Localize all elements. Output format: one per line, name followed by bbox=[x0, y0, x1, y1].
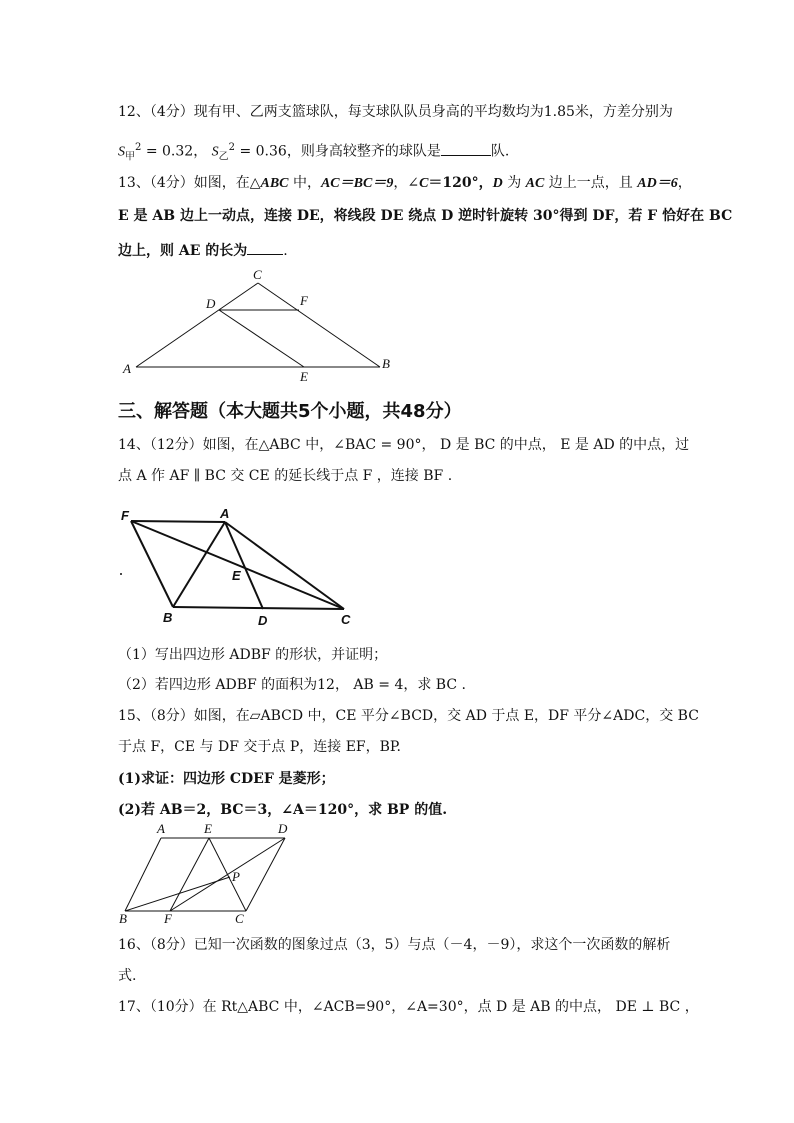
q14-part2: （2）若四边形 ADBF 的面积为12， AB = 4，求 BC . bbox=[118, 677, 466, 693]
fig13-label-a: A bbox=[123, 361, 131, 376]
fig15-label-c: C bbox=[235, 911, 244, 926]
fig14-label-c: C bbox=[341, 612, 351, 627]
fig13-label-c: C bbox=[253, 267, 262, 282]
q15-part1: (1)求证：四边形 CDEF 是菱形； bbox=[118, 771, 335, 787]
q13-text-c: 中， bbox=[288, 175, 321, 191]
q13-text-h: D bbox=[492, 176, 503, 191]
q13-text-e: ，∠ bbox=[393, 175, 420, 191]
q15-line1: 15、（8分）如图，在▱ABCD 中，CE 平分∠BCD，交 AD 于点 E，DF 平分∠ADC，交 BC bbox=[118, 708, 699, 724]
q15-line2: 于点 F，CE 与 DF 交于点 P，连接 EF，BP. bbox=[118, 739, 401, 755]
fig15-label-b: B bbox=[119, 911, 127, 926]
q13-text-m: ， bbox=[677, 175, 692, 191]
q13-text-i: 为 bbox=[502, 175, 526, 191]
q12-s-yi: S bbox=[211, 144, 219, 160]
q13-text-b: ABC bbox=[260, 176, 289, 191]
q13-text-a: 13、（4分）如图，在△ bbox=[118, 175, 261, 191]
q12-s-yi-val: = 0.36 bbox=[239, 143, 287, 160]
q13-line3-end: . bbox=[283, 243, 288, 259]
q15-part2: (2)若 AB＝2，BC＝3，∠A＝120°，求 BP 的值. bbox=[118, 802, 448, 818]
q13-text-k: 边上一点，且 bbox=[544, 175, 638, 191]
q12-s-jia-val: = 0.32 bbox=[145, 143, 194, 160]
q13-text-l: AD＝6 bbox=[637, 176, 678, 191]
q13-text-j: AC bbox=[525, 176, 545, 191]
q14-line1: 14、（12分）如图，在△ABC 中，∠BAC = 90°， D 是 BC 的中点， E 是 AD 的中点，过 bbox=[118, 437, 690, 453]
segment-dc bbox=[246, 838, 285, 911]
fig15-label-a: A bbox=[157, 821, 165, 836]
fig14-label-a: A bbox=[220, 506, 230, 521]
section-title: 三、解答题（本大题共5个小题，共48分） bbox=[118, 401, 462, 422]
segment-ef bbox=[170, 838, 209, 911]
fig14-label-e: E bbox=[232, 568, 241, 583]
fig13-label-e: E bbox=[300, 369, 308, 384]
q12-line1: 12、（4分）现有甲、乙两支篮球队，每支球队队员身高的平均数均为1.85米，方差分别为 bbox=[118, 104, 673, 120]
q13-line2: E 是 AB 边上一动点，连接 DE，将线段 DE 绕点 D 逆时针旋转 30°得到 DF，若 F 恰好在 BC bbox=[118, 208, 733, 224]
q16-line1: 16、（8分）已知一次函数的图象过点（3，5）与点（－4，－9），求这个一次函数的解析 bbox=[118, 937, 671, 953]
fig13-label-b: B bbox=[382, 356, 390, 371]
fig14-label-d: D bbox=[258, 613, 268, 628]
q13-text-g: ＝120°， bbox=[428, 175, 493, 191]
q12-s-jia-sub: 甲 bbox=[125, 151, 135, 163]
q17-line1: 17、（10分）在 Rt△ABC 中，∠ACB=90°，∠A=30°，点 D 是 AB 的中点， DE ⊥ BC ， bbox=[118, 999, 699, 1015]
q14-part1: （1）写出四边形 ADBF 的形状，并证明； bbox=[118, 647, 388, 663]
q12-tail: ，则身高较整齐的球队是 bbox=[286, 143, 441, 160]
fig13-label-d: D bbox=[206, 296, 216, 311]
fig15-label-p: P bbox=[232, 869, 240, 884]
q12-line2: $S_甲^2 = 0.32$， $S_乙^2 = 0.36$，则身高较整齐的球队是 队. bbox=[118, 142, 510, 163]
q16-line2: 式. bbox=[118, 968, 137, 984]
q14-line2: 点 A 作 AF ∥ BC 交 CE 的延长线于点 F ，连接 BF . bbox=[118, 468, 453, 484]
fig13-label-f: F bbox=[300, 293, 308, 308]
q13-line3-text: 边上，则 AE 的长为 bbox=[118, 243, 248, 259]
q12-s-jia: S bbox=[118, 144, 125, 160]
fig15-label-e: E bbox=[204, 821, 212, 836]
segment-df bbox=[170, 838, 285, 911]
segment-ab bbox=[125, 838, 161, 911]
fig14-label-f: F bbox=[121, 508, 129, 523]
fig14-label-b: B bbox=[163, 610, 173, 625]
q12-end: 队. bbox=[490, 143, 510, 160]
fig15-label-d: D bbox=[278, 821, 288, 836]
fig15-label-f: F bbox=[164, 911, 172, 926]
q13-text-d: AC＝BC＝9 bbox=[320, 176, 394, 191]
q12-s-yi-sub: 乙 bbox=[218, 151, 229, 163]
q13-text-f: C bbox=[419, 176, 429, 191]
